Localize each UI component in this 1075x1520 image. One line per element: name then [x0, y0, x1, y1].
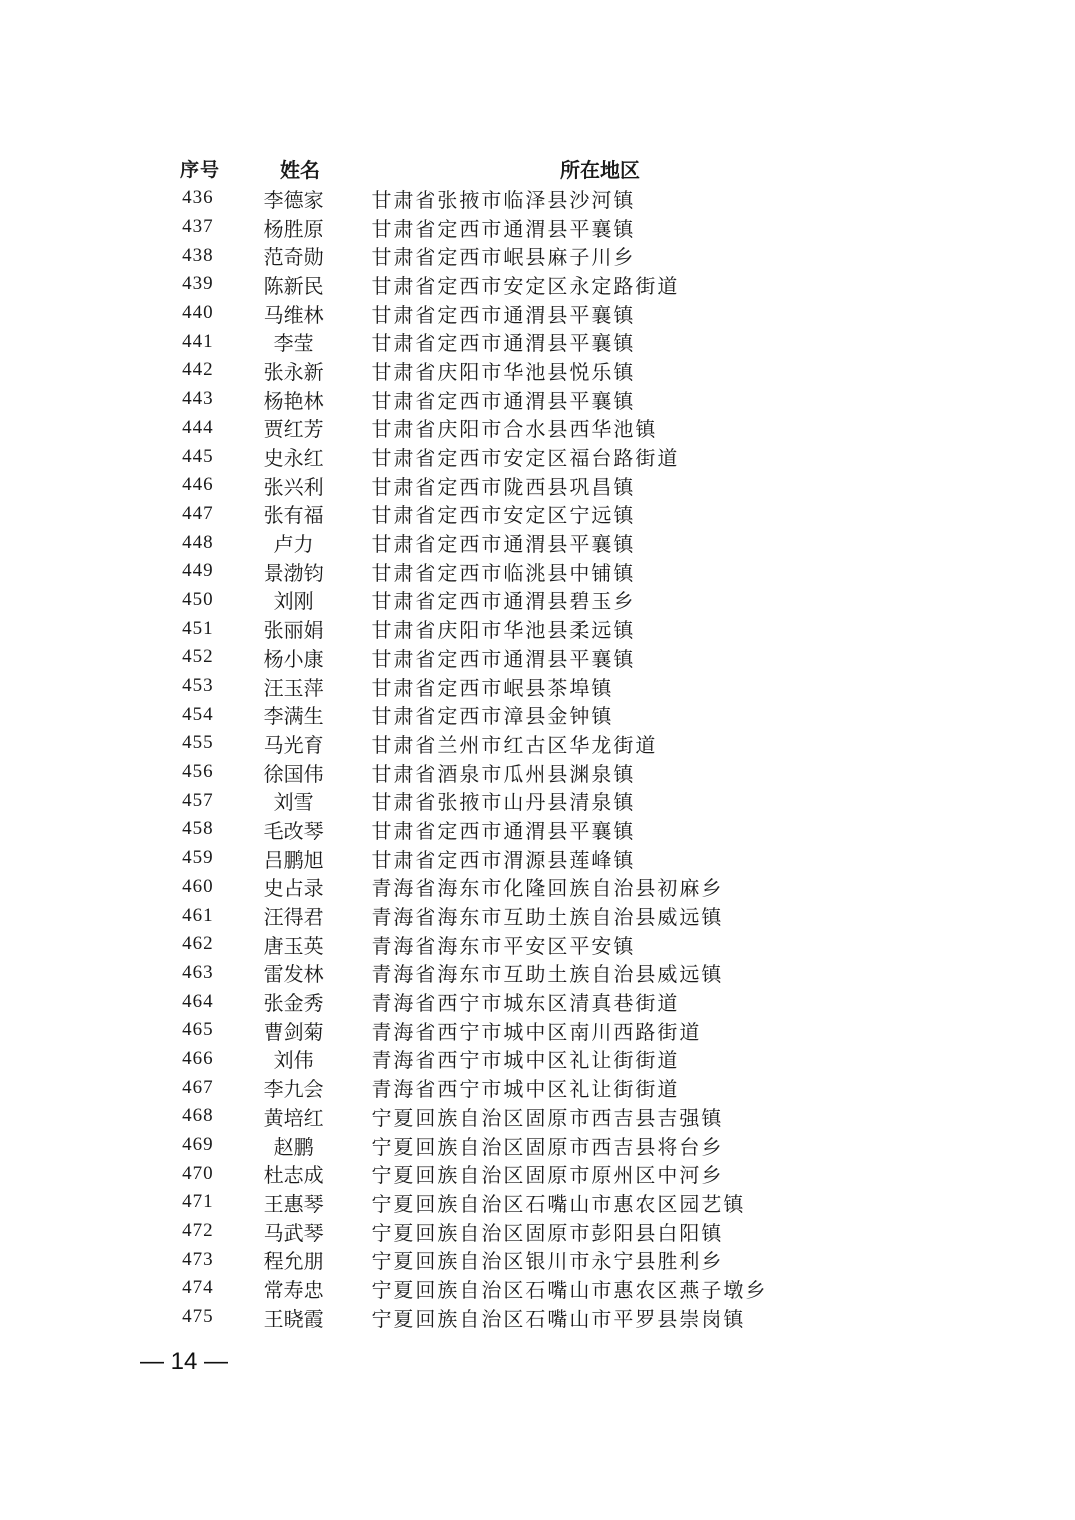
table-row: [150, 356, 850, 385]
row-number: 463: [182, 961, 214, 983]
table-row: [150, 213, 850, 242]
row-name: 毛改琴: [263, 818, 324, 843]
row-number: 458: [182, 818, 214, 840]
row-region: 宁夏回族自治区石嘴山市惠农区燕子墩乡: [371, 1277, 768, 1302]
row-region: 青海省海东市平安区平安镇: [371, 933, 636, 958]
row-region: 甘肃省定西市通渭县平襄镇: [371, 818, 636, 843]
row-number: 459: [182, 847, 214, 869]
row-name: 王惠琴: [263, 1191, 324, 1216]
name-list-table: [150, 152, 850, 1332]
row-region: 甘肃省定西市通渭县平襄镇: [371, 302, 636, 327]
table-row: [150, 758, 850, 787]
row-number: 448: [182, 531, 214, 553]
row-number: 474: [182, 1277, 214, 1299]
row-region: 甘肃省定西市通渭县平襄镇: [371, 388, 636, 413]
header-region: 所在地区: [560, 157, 640, 182]
table-row: [150, 1217, 850, 1246]
row-name: 李莹: [273, 331, 314, 356]
row-name: 马维林: [263, 302, 324, 327]
row-region: 甘肃省定西市通渭县碧玉乡: [371, 589, 636, 614]
header-name: 姓名: [280, 157, 320, 182]
row-number: 439: [182, 273, 214, 295]
table-row: [150, 729, 850, 758]
row-number: 460: [182, 875, 214, 897]
row-number: 465: [182, 1019, 214, 1041]
row-number: 440: [182, 302, 214, 324]
row-number: 462: [182, 933, 214, 955]
row-name: 汪玉萍: [263, 675, 324, 700]
table-row: [150, 1045, 850, 1074]
row-region: 甘肃省定西市渭源县莲峰镇: [371, 847, 636, 872]
row-number: 466: [182, 1047, 214, 1069]
row-name: 陈新民: [263, 273, 324, 298]
row-region: 青海省海东市互助土族自治县威远镇: [371, 962, 724, 987]
table-row: [150, 528, 850, 557]
table-row: [150, 442, 850, 471]
row-region: 宁夏回族自治区固原市西吉县将台乡: [371, 1134, 724, 1159]
row-name: 徐国伟: [263, 761, 324, 786]
row-name: 史永红: [263, 446, 324, 471]
row-number: 464: [182, 990, 214, 1012]
row-name: 赵鹏: [273, 1134, 314, 1159]
row-number: 456: [182, 761, 214, 783]
table-row: [150, 815, 850, 844]
table-row: [150, 1303, 850, 1332]
table-row: [150, 987, 850, 1016]
row-number: 452: [182, 646, 214, 668]
row-name: 杨小康: [263, 646, 324, 671]
row-region: 甘肃省张掖市临泽县沙河镇: [371, 187, 636, 212]
row-number: 475: [182, 1306, 214, 1328]
row-name: 张金秀: [263, 991, 324, 1016]
row-region: 宁夏回族自治区石嘴山市平罗县崇岗镇: [371, 1306, 746, 1331]
row-name: 景渤钧: [263, 560, 324, 585]
row-number: 443: [182, 388, 214, 410]
row-number: 471: [182, 1191, 214, 1213]
table-header: [150, 152, 850, 184]
row-region: 甘肃省庆阳市华池县柔远镇: [371, 618, 636, 643]
row-number: 468: [182, 1105, 214, 1127]
table-row: [150, 299, 850, 328]
row-region: 宁夏回族自治区固原市西吉县吉强镇: [371, 1105, 724, 1130]
row-name: 马武琴: [263, 1220, 324, 1245]
row-name: 汪得君: [263, 905, 324, 930]
table-row: [150, 241, 850, 270]
row-name: 范奇勋: [263, 245, 324, 270]
row-region: 青海省西宁市城东区清真巷街道: [371, 991, 680, 1016]
row-name: 吕鹏旭: [263, 847, 324, 872]
table-row: [150, 873, 850, 902]
row-region: 甘肃省定西市通渭县平襄镇: [371, 532, 636, 557]
row-region: 宁夏回族自治区固原市原州区中河乡: [371, 1163, 724, 1188]
row-region: 青海省西宁市城中区礼让街街道: [371, 1048, 680, 1073]
row-region: 甘肃省定西市安定区宁远镇: [371, 503, 636, 528]
row-number: 472: [182, 1220, 214, 1242]
row-name: 张有福: [263, 503, 324, 528]
row-name: 曹剑菊: [263, 1019, 324, 1044]
row-region: 甘肃省定西市岷县麻子川乡: [371, 245, 636, 270]
table-row: [150, 270, 850, 299]
row-number: 438: [182, 244, 214, 266]
row-region: 甘肃省定西市通渭县平襄镇: [371, 216, 636, 241]
row-region: 甘肃省定西市陇西县巩昌镇: [371, 474, 636, 499]
table-row: [150, 930, 850, 959]
row-name: 张丽娟: [263, 618, 324, 643]
row-number: 467: [182, 1076, 214, 1098]
row-number: 437: [182, 216, 214, 238]
table-row: [150, 1016, 850, 1045]
row-name: 刘刚: [273, 589, 314, 614]
row-number: 457: [182, 789, 214, 811]
row-number: 469: [182, 1134, 214, 1156]
row-number: 441: [182, 330, 214, 352]
page-number: — 14 —: [140, 1348, 229, 1375]
row-region: 甘肃省兰州市红古区华龙街道: [371, 732, 658, 757]
row-number: 442: [182, 359, 214, 381]
row-region: 宁夏回族自治区银川市永宁县胜利乡: [371, 1249, 724, 1274]
row-number: 455: [182, 732, 214, 754]
row-name: 杨艳林: [263, 388, 324, 413]
row-name: 张兴利: [263, 474, 324, 499]
row-number: 454: [182, 703, 214, 725]
table-row: [150, 672, 850, 701]
row-name: 杜志成: [263, 1163, 324, 1188]
table-row: [150, 1073, 850, 1102]
table-row: [150, 414, 850, 443]
table-row: [150, 643, 850, 672]
row-region: 甘肃省定西市通渭县平襄镇: [371, 331, 636, 356]
row-region: 宁夏回族自治区石嘴山市惠农区园艺镇: [371, 1191, 746, 1216]
row-name: 刘伟: [273, 1048, 314, 1073]
table-row: [150, 614, 850, 643]
row-name: 李德家: [263, 187, 324, 212]
table-row: [150, 1131, 850, 1160]
table-row: [150, 901, 850, 930]
row-number: 449: [182, 560, 214, 582]
row-region: 甘肃省庆阳市华池县悦乐镇: [371, 359, 636, 384]
row-name: 唐玉英: [263, 933, 324, 958]
table-row: [150, 500, 850, 529]
row-number: 470: [182, 1162, 214, 1184]
row-number: 446: [182, 474, 214, 496]
row-region: 青海省西宁市城中区南川西路街道: [371, 1019, 702, 1044]
header-number: 序号: [179, 159, 220, 181]
table-row: [150, 700, 850, 729]
table-body: [150, 184, 850, 1332]
table-row: [150, 844, 850, 873]
row-name: 雷发林: [263, 962, 324, 987]
row-region: 甘肃省定西市漳县金钟镇: [371, 704, 614, 729]
table-row: [150, 385, 850, 414]
row-region: 甘肃省定西市通渭县平襄镇: [371, 646, 636, 671]
row-name: 刘雪: [273, 790, 314, 815]
table-row: [150, 1102, 850, 1131]
table-row: [150, 786, 850, 815]
row-region: 甘肃省定西市临洮县中铺镇: [371, 560, 636, 585]
row-region: 青海省西宁市城中区礼让街街道: [371, 1077, 680, 1102]
row-name: 史占录: [263, 876, 324, 901]
row-region: 甘肃省定西市安定区永定路街道: [371, 273, 680, 298]
row-region: 甘肃省定西市岷县茶埠镇: [371, 675, 614, 700]
table-row: [150, 471, 850, 500]
row-number: 473: [182, 1248, 214, 1270]
row-region: 甘肃省定西市安定区福台路街道: [371, 446, 680, 471]
row-region: 甘肃省庆阳市合水县西华池镇: [371, 417, 658, 442]
row-name: 李满生: [263, 704, 324, 729]
table-row: [150, 586, 850, 615]
row-name: 贾红芳: [263, 417, 324, 442]
row-number: 450: [182, 588, 214, 610]
row-name: 张永新: [263, 359, 324, 384]
row-name: 杨胜原: [263, 216, 324, 241]
row-number: 444: [182, 416, 214, 438]
table-row: [150, 557, 850, 586]
row-number: 445: [182, 445, 214, 467]
row-name: 李九会: [263, 1077, 324, 1102]
table-row: [150, 1188, 850, 1217]
row-name: 常寿忠: [263, 1277, 324, 1302]
table-row: [150, 1274, 850, 1303]
row-number: 451: [182, 617, 214, 639]
row-number: 436: [182, 187, 214, 209]
row-region: 甘肃省张掖市山丹县清泉镇: [371, 790, 636, 815]
row-name: 卢力: [273, 532, 314, 557]
row-number: 461: [182, 904, 214, 926]
row-region: 青海省海东市化隆回族自治县初麻乡: [371, 876, 724, 901]
table-row: [150, 184, 850, 213]
table-row: [150, 1159, 850, 1188]
row-name: 马光育: [263, 732, 324, 757]
row-name: 王晓霞: [263, 1306, 324, 1331]
row-number: 447: [182, 502, 214, 524]
row-region: 甘肃省酒泉市瓜州县渊泉镇: [371, 761, 636, 786]
table-row: [150, 327, 850, 356]
row-name: 程允朋: [263, 1249, 324, 1274]
row-name: 黄培红: [263, 1105, 324, 1130]
table-row: [150, 1245, 850, 1274]
row-number: 453: [182, 675, 214, 697]
row-region: 青海省海东市互助土族自治县威远镇: [371, 905, 724, 930]
table-row: [150, 959, 850, 988]
row-region: 宁夏回族自治区固原市彭阳县白阳镇: [371, 1220, 724, 1245]
